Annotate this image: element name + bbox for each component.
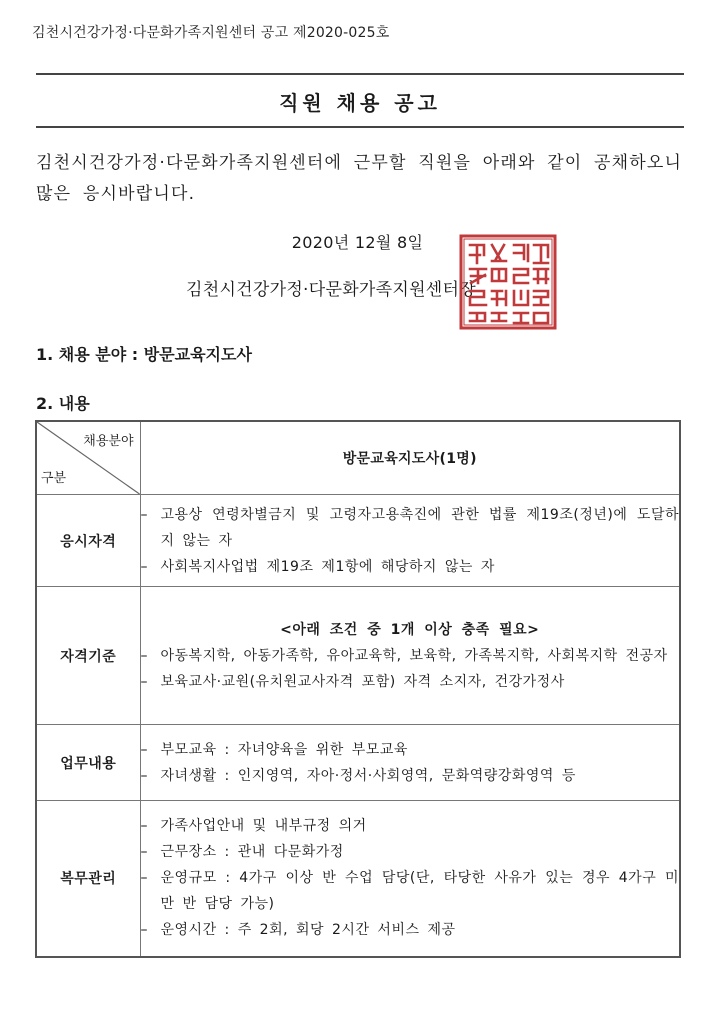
section-heading-field: 1. 채용 분야 : 방문교육지도사 (36, 345, 252, 364)
list-item: – 근무장소 : 관내 다문화가정 (140, 844, 344, 861)
row-content (140, 495, 680, 587)
row-label: 응시자격 (36, 495, 140, 587)
corner-label-category: 구분 (41, 471, 67, 486)
list-item: – 아동복지학, 아동가족학, 유아교육학, 보육학, 가족복지학, 사회복지학 전공자 (140, 647, 668, 664)
title-bottom-rule (36, 126, 684, 128)
row-label: 복무관리 (36, 801, 140, 957)
official-seal-icon (458, 233, 558, 331)
row-content (140, 801, 680, 957)
table-row (36, 725, 680, 801)
document-number: 김천시건강가정·다문화가족지원센터 공고 제2020-025호 (32, 25, 390, 41)
recruitment-table (35, 420, 681, 958)
table-row (36, 495, 680, 587)
list-item: – 고용상 연령차별금지 및 고령자고용촉진에 관한 법률 제19조(정년)에 도달하지 않는 자 (140, 506, 679, 549)
intro-paragraph: 김천시건강가정·다문화가족지원센터에 근무할 직원을 아래와 같이 공채하오니 많은 응시바랍니다. (36, 153, 683, 204)
official-seal-graphic (458, 233, 558, 331)
condition-note: <아래 조건 중 1개 이상 충족 필요> (280, 621, 540, 638)
list-item: – 보육교사·교원(유치원교사자격 포함) 자격 소지자, 건강가정사 (140, 673, 565, 690)
table-row (36, 801, 680, 957)
list-item: – 부모교육 : 자녀양육을 위한 부모교육 (140, 741, 408, 758)
row-label: 자격기준 (36, 587, 140, 725)
announcement-date: 2020년 12월 8일 (291, 233, 424, 252)
row-content (140, 587, 680, 725)
section-heading-content: 2. 내용 (36, 394, 90, 413)
issuer-name: 김천시건강가정·다문화가족지원센터장 (186, 280, 476, 300)
row-label: 업무내용 (36, 725, 140, 801)
table-header-row (36, 421, 680, 495)
table-row (36, 587, 680, 725)
title-top-rule (36, 73, 684, 75)
column-header-position: 방문교육지도사(1명) (140, 421, 680, 495)
list-item: – 사회복지사업법 제19조 제1항에 해당하지 않는 자 (140, 558, 495, 575)
list-item: – 운영규모 : 4가구 이상 반 수업 담당(단, 타당한 사유가 있는 경우 4가구 미만 반 담당 가능) (140, 870, 679, 913)
table-corner-cell (36, 421, 140, 495)
list-item: – 운영시간 : 주 2회, 회당 2시간 서비스 제공 (140, 922, 456, 939)
list-item: – 가족사업안내 및 내부규정 의거 (140, 818, 367, 835)
row-content (140, 725, 680, 801)
corner-label-field: 채용분야 (83, 434, 134, 449)
list-item: – 자녀생활 : 인지영역, 자아·정서·사회영역, 문화역량강화영역 등 (140, 767, 576, 784)
page-title: 직원 채용 공고 (279, 91, 441, 115)
